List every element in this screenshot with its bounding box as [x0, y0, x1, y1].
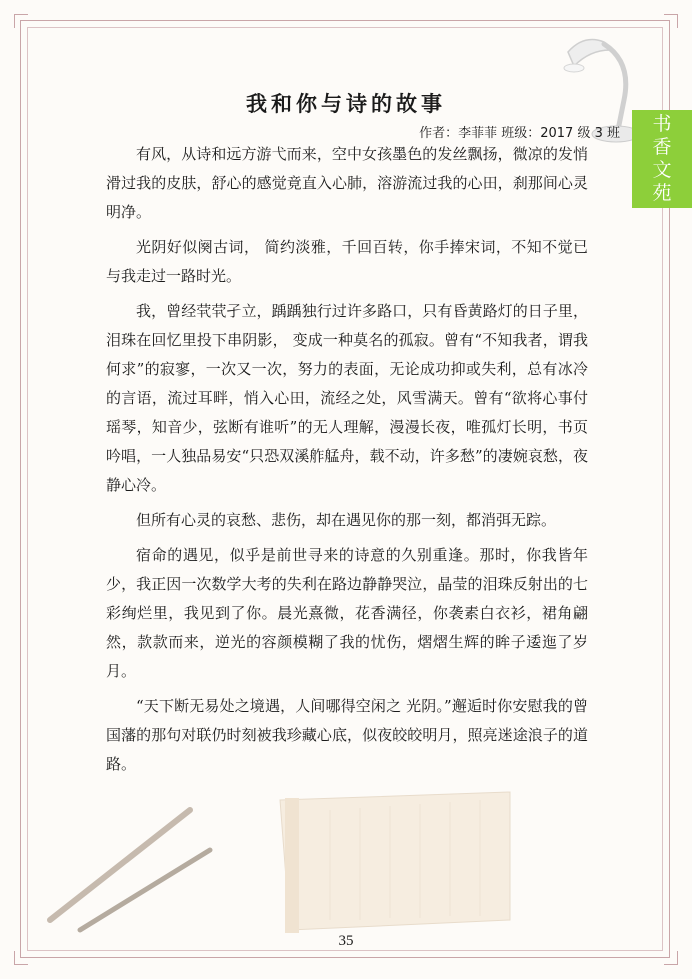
author-byline: 作者：李菲菲 班级：2017 级 3 班: [419, 126, 620, 141]
article-title: 我和你与诗的故事: [246, 91, 446, 116]
paragraph: 但所有心灵的哀愁、悲伤，却在遇见你的那一刻，都消弭无踪。: [136, 511, 557, 529]
paragraph: 宿命的遇见，似乎是前世寻来的诗意的久别重逢。那时，你我皆年少，我正因一次数学大考的失利在路边静静哭泣，晶莹的泪珠反射出的七彩绚烂里，我见到了你。晨光熹微，花香满径，你袭素白衣衫，裙角翩然，款款而来，逆光的容颜模糊了我的忧伤，熠熠生辉的眸子逶迤了岁月。: [106, 546, 588, 680]
article-body: [106, 140, 588, 785]
corner-ornament: [14, 951, 28, 965]
paragraph: 我，曾经茕茕孑立，踽踽独行过许多路口，只有昏黄路灯的日子里，泪珠在回忆里投下串阴影， 变成一种莫名的孤寂。曾有“不知我者，谓我何求”的寂寥，一次又一次，努力的表面，无论成功抑或失利，总有冰冷的言语，流过耳畔，悄入心田，流经之处，风雪满天。曾有“欲将心事付瑶琴，知音少，弦断有谁听”的无人理解，漫漫长夜，唯孤灯长明，书页吟唱，一人独品易安“只恐双溪舴艋舟，载不动，许多愁”的凄婉哀愁，夜静心冷。: [106, 302, 588, 494]
section-tab-char: 苑: [652, 182, 672, 204]
section-tab-char: 文: [652, 159, 672, 181]
paragraph: “天下断无易处之境遇，人间哪得空闲之 光阴。”邂逅时你安慰我的曾国藩的那句对联仍时刻被我珍藏心底，似夜皎皎明月，照亮迷途浪子的道路。: [106, 697, 588, 773]
paragraph: 光阴好似阕古词， 简约淡雅，千回百转，你手捧宋词，不知不觉已与我走过一路时光。: [106, 238, 588, 285]
scroll-and-brush-decoration: [40, 770, 520, 940]
corner-ornament: [664, 14, 678, 28]
section-tab-char: 书: [652, 113, 672, 135]
section-tab-char: 香: [652, 136, 672, 158]
page-number: 35: [338, 933, 354, 949]
corner-ornament: [664, 951, 678, 965]
corner-ornament: [14, 14, 28, 28]
section-tab: [632, 110, 692, 208]
paragraph: 有风，从诗和远方游弋而来，空中女孩墨色的发丝飘扬，微凉的发悄滑过我的皮肤，舒心的感觉竟直入心肺，溶游流过我的心田，刹那间心灵明净。: [106, 145, 588, 221]
